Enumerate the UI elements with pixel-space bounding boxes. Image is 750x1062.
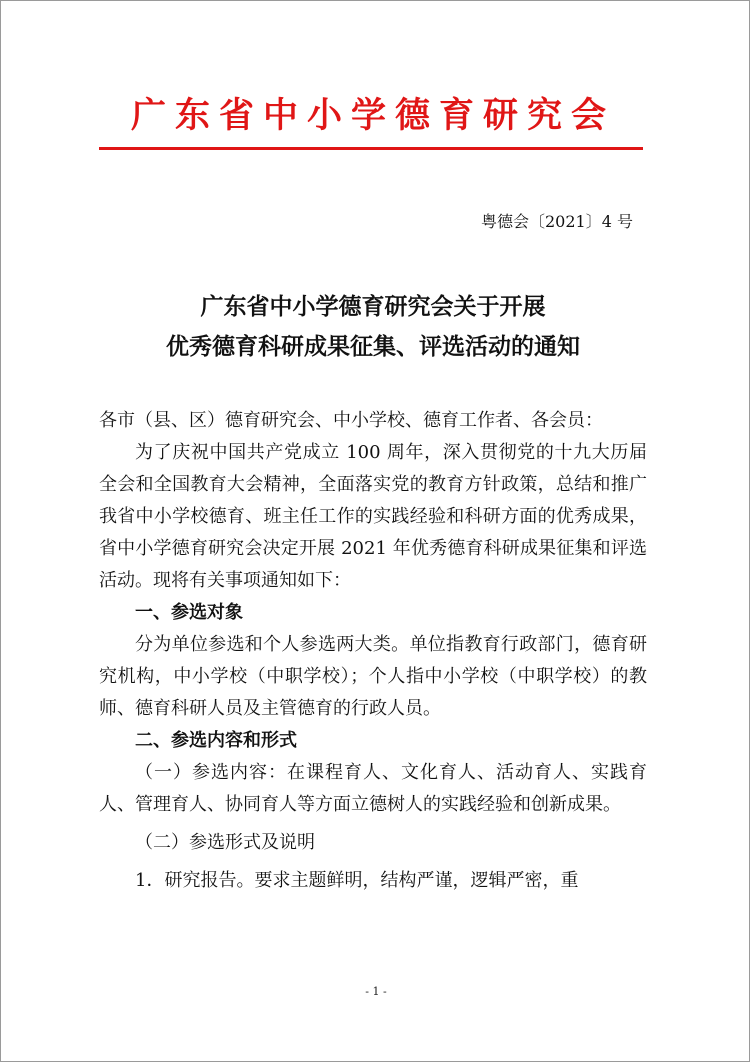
section-2-item-1: （一）参选内容：在课程育人、文化育人、活动育人、实践育人、管理育人、协同育人等方面立德树人的实践经验和创新成果。 — [99, 762, 647, 815]
title-line-1: 广东省中小学德育研究会关于开展 — [200, 293, 546, 320]
section-1-heading: 一、参选对象 — [135, 602, 243, 623]
red-header-rule — [99, 147, 643, 150]
section-2-heading: 二、参选内容和形式 — [135, 730, 297, 751]
section-2-item-2: （二）参选形式及说明 — [135, 832, 315, 853]
organization-header: 广东省中小学德育研究会 — [130, 95, 615, 136]
intro-paragraph: 为了庆祝中国共产党成立 100 周年，深入贯彻党的十九大历届全会和全国教育大会精神，全面落实党的教育方针政策，总结和推广我省中小学校德育、班主任工作的实践经验和科研方面的优秀成果，省中小学德育研究会决定开展 2021 年优秀德育科研成果征集和评选活动。现将有关事项通知如下： — [99, 442, 647, 591]
document-body — [99, 405, 647, 897]
page-number: - 1 - — [365, 985, 387, 998]
document-number: 粤德会〔2021〕4 号 — [481, 212, 633, 231]
title-line-2: 优秀德育科研成果征集、评选活动的通知 — [166, 333, 580, 360]
section-1-paragraph: 分为单位参选和个人参选两大类。单位指教育行政部门，德育研究机构，中小学校（中职学校）；个人指中小学校（中职学校）的教师、德育科研人员及主管德育的行政人员。 — [99, 634, 647, 719]
salutation: 各市（县、区）德育研究会、中小学校、德育工作者、各会员： — [99, 410, 603, 431]
section-2-item-3: 1．研究报告。要求主题鲜明，结构严谨，逻辑严密，重 — [135, 870, 579, 891]
document-title — [99, 287, 647, 367]
